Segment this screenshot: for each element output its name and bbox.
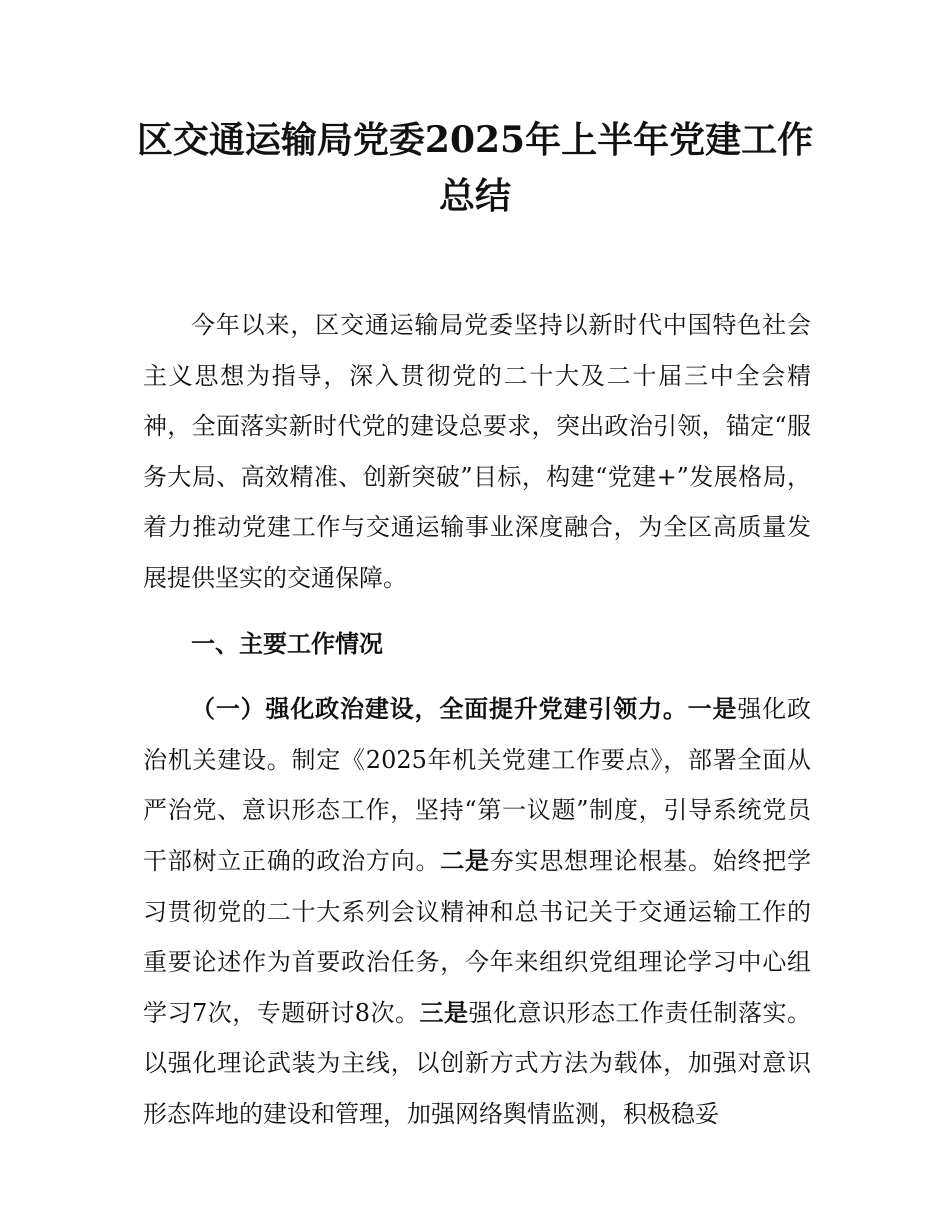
document-body bbox=[143, 300, 811, 1140]
point-label-2: 二是 bbox=[440, 846, 490, 875]
spacer bbox=[143, 604, 811, 619]
subsection-heading: （一）强化政治建设，全面提升党建引领力。 bbox=[191, 695, 688, 724]
intro-paragraph: 今年以来，区交通运输局党委坚持以新时代中国特色社会主义思想为指导，深入贯彻党的二十大及二十届三中全会精神，全面落实新时代党的建设总要求，突出政治引领，锚定“服务大局、高效精准、创新突破”目标，构建“党建+”发展格局，着力推动党建工作与交通运输事业深度融合，为全区高质量发展提供坚实的交通保障。 bbox=[143, 311, 811, 592]
point-label-3: 三是 bbox=[419, 998, 469, 1027]
point-label-1: 一是 bbox=[687, 695, 738, 724]
point-text-3: 强化意识形态工作责任制落实。以强化理论武装为主线，以创新方式方法为载体，加强对意识形态阵地的建设和管理，加强网络舆情监测，积极稳妥 bbox=[143, 998, 812, 1128]
point-text-1: 强化政治机关建设。制定《2025年机关党建工作要点》，部署全面从严治党、意识形态工作，坚持“第一议题”制度，引导系统党员干部树立正确的政治方向。 bbox=[143, 695, 812, 875]
section-heading: 一、主要工作情况 bbox=[191, 629, 383, 658]
document-title: 区交通运输局党委2025年上半年党建工作总结 bbox=[136, 119, 814, 217]
point-text-2: 夯实思想理论根基。始终把学习贯彻党的二十大系列会议精神和总书记关于交通运输工作的重要论述作为首要政治任务，今年来组织党组理论学习中心组学习7次，专题研讨8次。 bbox=[143, 846, 812, 1027]
subsection-paragraph bbox=[143, 684, 811, 1139]
spacer bbox=[143, 669, 811, 684]
